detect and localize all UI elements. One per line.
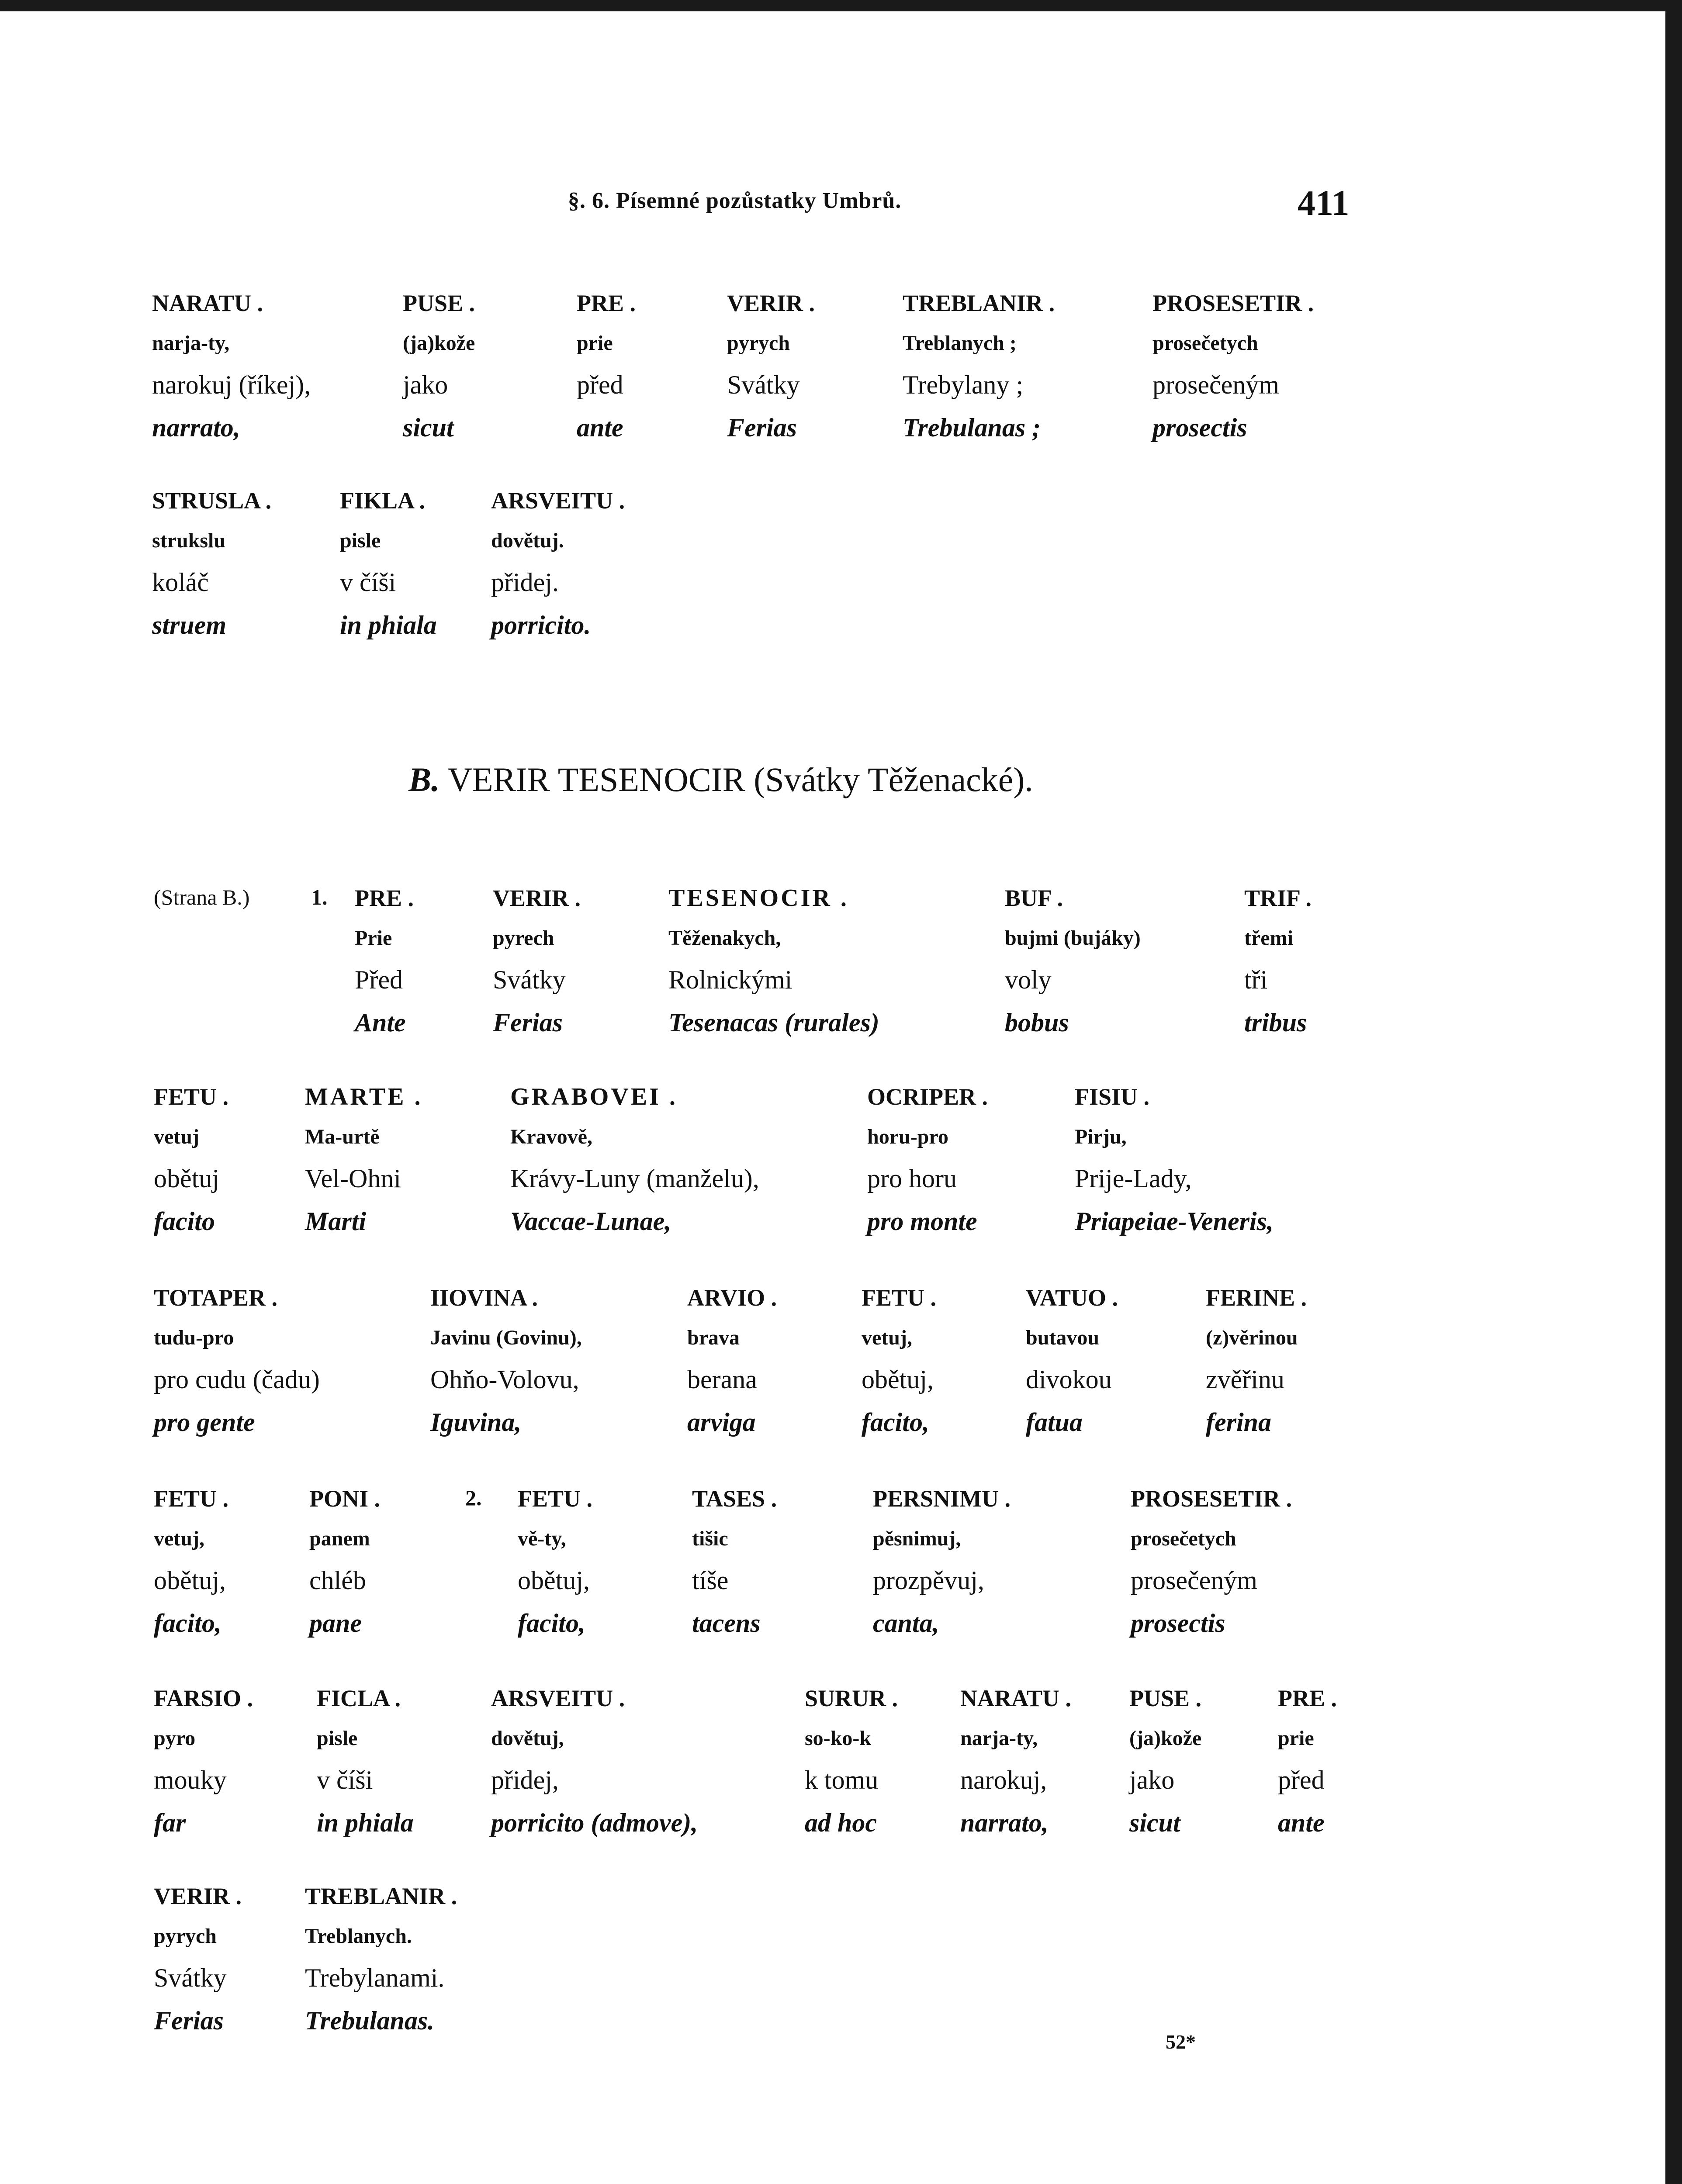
transliteration: Kravově, [510, 1125, 592, 1148]
czech-translation: voly [1005, 965, 1052, 994]
czech-translation: v číši [317, 1766, 373, 1794]
gloss-column [518, 1479, 592, 1645]
latin-translation: Marti [305, 1207, 367, 1236]
section-b-heading [408, 760, 1033, 799]
umbrian-word: TOTAPER . [154, 1285, 278, 1311]
latin-translation: prosectis [1152, 413, 1247, 442]
czech-translation: prosečeným [1131, 1566, 1257, 1595]
transliteration: vetuj [154, 1125, 199, 1148]
czech-translation: mouky [154, 1766, 227, 1794]
gloss-column [668, 878, 879, 1044]
latin-translation: facito, [154, 1609, 221, 1638]
czech-translation: jako [403, 370, 448, 399]
czech-translation: Rolnickými [668, 965, 793, 994]
czech-translation: obětuj [154, 1164, 219, 1193]
latin-translation: pane [309, 1609, 362, 1638]
latin-translation: Ferias [154, 2006, 224, 2035]
czech-translation: Krávy-Luny (manželu), [510, 1164, 759, 1193]
gloss-column [305, 1876, 457, 2042]
czech-translation: Trebylanami. [305, 1963, 445, 1992]
czech-translation: k tomu [805, 1766, 879, 1794]
umbrian-word: PROSESETIR . [1152, 290, 1314, 316]
czech-translation: tři [1244, 965, 1268, 994]
umbrian-word: TESENOCIR . [668, 885, 849, 912]
umbrian-word: ARSVEITU . [491, 1685, 625, 1711]
latin-translation: Iguvina, [430, 1408, 522, 1437]
umbrian-word: ARVIO . [687, 1285, 777, 1311]
gloss-column [152, 283, 311, 449]
gloss-column [154, 1876, 242, 2042]
gloss-column [491, 480, 625, 646]
umbrian-word: PERSNIMU . [873, 1486, 1011, 1512]
transliteration: vě-ty, [518, 1527, 566, 1550]
latin-translation: Priapeiae-Veneris, [1075, 1207, 1274, 1236]
latin-translation: in phiala [317, 1808, 414, 1837]
czech-translation: narokuj (říkej), [152, 370, 311, 399]
latin-translation: ferina [1206, 1408, 1271, 1437]
czech-translation: pro cudu (čadu) [154, 1365, 320, 1394]
czech-translation: prosečeným [1152, 370, 1279, 399]
gloss-column [577, 283, 636, 449]
umbrian-word: STRUSLA . [152, 487, 272, 514]
line-number: 1. [311, 885, 328, 909]
umbrian-word: TRIF . [1244, 885, 1312, 911]
gloss-column [1278, 1678, 1337, 1844]
transliteration: pyrech [493, 926, 554, 950]
transliteration: vetuj, [862, 1326, 912, 1349]
transliteration: strukslu [152, 529, 226, 552]
gloss-column [491, 1678, 698, 1844]
latin-translation: Ferias [493, 1008, 563, 1037]
umbrian-word: FIKLA . [340, 487, 426, 514]
scan-edge-right [1665, 0, 1682, 2184]
transliteration: Ma-urtě [305, 1125, 380, 1148]
umbrian-word: OCRIPER . [867, 1084, 988, 1110]
czech-translation: před [1278, 1766, 1325, 1794]
latin-translation: facito, [518, 1609, 585, 1638]
gloss-column [1005, 878, 1141, 1044]
latin-translation: narrato, [960, 1808, 1049, 1837]
running-title: §. 6. Písemné pozůstatky Umbrů. [568, 188, 902, 213]
czech-translation: Trebylany ; [903, 370, 1024, 399]
section-letter: B. [408, 760, 440, 798]
latin-translation: prosectis [1131, 1609, 1225, 1638]
gloss-column [805, 1678, 898, 1844]
umbrian-word: FICLA . [317, 1685, 401, 1711]
latin-translation: porricito. [491, 611, 591, 639]
czech-translation: jako [1129, 1766, 1175, 1794]
gloss-column [1026, 1278, 1118, 1444]
latin-translation: fatua [1026, 1408, 1083, 1437]
section-title: VERIR TESENOCIR (Svátky Těženacké). [447, 760, 1033, 798]
latin-translation: ad hoc [805, 1808, 877, 1837]
gloss-column [309, 1479, 380, 1645]
gloss-column [154, 1678, 253, 1844]
czech-translation: tíše [692, 1566, 729, 1595]
gloss-column [1131, 1479, 1292, 1645]
latin-translation: canta, [873, 1609, 939, 1638]
transliteration: so-ko-k [805, 1727, 872, 1750]
umbrian-word: PUSE . [403, 290, 475, 316]
gloss-column [727, 283, 815, 449]
czech-translation: Svátky [493, 965, 566, 994]
gloss-column [154, 1479, 228, 1645]
transliteration: prie [1278, 1727, 1314, 1750]
transliteration: pyrych [727, 332, 790, 355]
umbrian-word: MARTE . [305, 1083, 423, 1110]
czech-translation: obětuj, [154, 1566, 226, 1595]
transliteration: pyro [154, 1727, 196, 1750]
transliteration: prosečetych [1131, 1527, 1236, 1550]
gloss-column [152, 480, 271, 646]
latin-translation: tribus [1244, 1008, 1307, 1037]
latin-translation: sicut [1129, 1808, 1180, 1837]
umbrian-word: ARSVEITU . [491, 487, 625, 514]
umbrian-word: GRABOVEI . [510, 1083, 678, 1110]
transliteration: prie [577, 332, 613, 355]
umbrian-word: FETU . [154, 1486, 229, 1512]
gloss-column [340, 480, 437, 646]
umbrian-word: TREBLANIR . [305, 1883, 457, 1909]
czech-translation: přidej, [491, 1766, 559, 1794]
latin-translation: far [154, 1808, 186, 1837]
umbrian-word: PUSE . [1129, 1685, 1202, 1711]
umbrian-word: PONI . [309, 1486, 380, 1512]
czech-translation: Svátky [727, 370, 800, 399]
czech-translation: berana [687, 1365, 757, 1394]
czech-translation: prozpěvuj, [873, 1566, 984, 1595]
umbrian-word: NARATU . [960, 1685, 1071, 1711]
umbrian-word: PROSESETIR . [1131, 1486, 1292, 1512]
umbrian-word: FETU . [862, 1285, 937, 1311]
umbrian-word: TASES . [692, 1486, 777, 1512]
latin-translation: arviga [687, 1408, 756, 1437]
transliteration: tišic [692, 1527, 728, 1550]
latin-translation: Tesenacas (rurales) [668, 1008, 879, 1037]
transliteration: bujmi (bujáky) [1005, 926, 1141, 950]
czech-translation: Prije-Lady, [1075, 1164, 1192, 1193]
umbrian-word: VERIR . [154, 1883, 242, 1909]
transliteration: pyrych [154, 1925, 217, 1948]
umbrian-word: VERIR . [493, 885, 581, 911]
latin-translation: sicut [403, 413, 454, 442]
czech-translation: Vel-Ohni [305, 1164, 401, 1193]
transliteration: tudu-pro [154, 1326, 234, 1349]
gloss-column [154, 1077, 228, 1243]
czech-translation: chléb [309, 1566, 366, 1595]
czech-translation: před [577, 370, 623, 399]
umbrian-word: TREBLANIR . [903, 290, 1055, 316]
latin-translation: tacens [692, 1609, 761, 1638]
transliteration: Javinu (Govinu), [430, 1326, 582, 1349]
latin-translation: ante [1278, 1808, 1325, 1837]
latin-translation: porricito (admove), [491, 1808, 698, 1837]
czech-translation: koláč [152, 568, 209, 597]
latin-translation: Ferias [727, 413, 797, 442]
gloss-column [1152, 283, 1314, 449]
gloss-column [430, 1278, 582, 1444]
czech-translation: narokuj, [960, 1766, 1047, 1794]
gloss-column [154, 1278, 320, 1444]
czech-translation: Svátky [154, 1963, 227, 1992]
czech-translation: Před [355, 965, 403, 994]
gloss-column [510, 1077, 759, 1243]
printer-signature: 52* [1166, 2031, 1196, 2053]
transliteration: narja-ty, [960, 1727, 1038, 1750]
transliteration: třemi [1244, 926, 1293, 950]
umbrian-word: VERIR . [727, 290, 815, 316]
latin-translation: narrato, [152, 413, 240, 442]
latin-translation: ante [577, 413, 623, 442]
umbrian-word: PRE . [355, 885, 414, 911]
latin-translation: in phiala [340, 611, 437, 639]
umbrian-word: PRE . [1278, 1685, 1337, 1711]
transliteration: pěsnimuj, [873, 1527, 961, 1550]
umbrian-word: FERINE . [1206, 1285, 1307, 1311]
transliteration: (ja)kože [1129, 1727, 1202, 1750]
gloss-column [1129, 1678, 1201, 1844]
page-number: 411 [1298, 183, 1350, 223]
transliteration: vetuj, [154, 1527, 204, 1550]
latin-translation: facito [154, 1207, 215, 1236]
gloss-column [1244, 878, 1312, 1044]
gloss-column [403, 283, 475, 449]
transliteration: brava [687, 1326, 740, 1349]
umbrian-word: BUF . [1005, 885, 1063, 911]
czech-translation: obětuj, [862, 1365, 934, 1394]
latin-translation: Trebulanas ; [903, 413, 1041, 442]
transliteration: pisle [317, 1727, 358, 1750]
umbrian-word: PRE . [577, 290, 636, 316]
transliteration: Prie [355, 926, 392, 950]
czech-translation: zvěřinu [1206, 1365, 1284, 1394]
transliteration: (ja)kože [403, 332, 475, 355]
latin-translation: struem [152, 611, 227, 639]
transliteration: dovětuj. [491, 529, 564, 552]
gloss-column [1206, 1278, 1307, 1444]
umbrian-word: FARSIO . [154, 1685, 253, 1711]
gloss-column [1075, 1077, 1274, 1243]
umbrian-word: FETU . [518, 1486, 593, 1512]
czech-translation: v číši [340, 568, 396, 597]
umbrian-word: NARATU . [152, 290, 263, 316]
umbrian-word: IIOVINA . [430, 1285, 538, 1311]
transliteration: Treblanych ; [903, 332, 1017, 355]
gloss-column [862, 1278, 936, 1444]
czech-translation: divokou [1026, 1365, 1112, 1394]
umbrian-word: SURUR . [805, 1685, 898, 1711]
transliteration: Treblanych. [305, 1925, 412, 1948]
gloss-column [317, 1678, 414, 1844]
side-label: (Strana B.) [154, 885, 250, 909]
latin-translation: Ante [355, 1008, 406, 1037]
line-number: 2. [465, 1486, 482, 1510]
transliteration: narja-ty, [152, 332, 230, 355]
latin-translation: facito, [862, 1408, 929, 1437]
czech-translation: obětuj, [518, 1566, 590, 1595]
transliteration: horu-pro [867, 1125, 948, 1148]
gloss-column [687, 1278, 777, 1444]
gloss-column [960, 1678, 1071, 1844]
czech-translation: přidej. [491, 568, 559, 597]
gloss-column [692, 1479, 777, 1645]
czech-translation: pro horu [867, 1164, 957, 1193]
umbrian-word: FISIU . [1075, 1084, 1150, 1110]
transliteration: dovětuj, [491, 1727, 564, 1750]
latin-translation: Trebulanas. [305, 2006, 435, 2035]
gloss-column [355, 878, 414, 1044]
transliteration: prosečetych [1152, 332, 1258, 355]
latin-translation: Vaccae-Lunae, [510, 1207, 671, 1236]
transliteration: pisle [340, 529, 381, 552]
gloss-column [493, 878, 581, 1044]
transliteration: (z)věrinou [1206, 1326, 1298, 1349]
latin-translation: pro monte [867, 1207, 977, 1236]
czech-translation: Ohňo-Volovu, [430, 1365, 579, 1394]
gloss-column [867, 1077, 988, 1243]
latin-translation: pro gente [154, 1408, 255, 1437]
transliteration: Pirju, [1075, 1125, 1127, 1148]
latin-translation: bobus [1005, 1008, 1069, 1037]
transliteration: Těženakych, [668, 926, 781, 950]
transliteration: butavou [1026, 1326, 1100, 1349]
gloss-column [305, 1077, 422, 1243]
gloss-column [903, 283, 1055, 449]
gloss-column [873, 1479, 1011, 1645]
umbrian-word: VATUO . [1026, 1285, 1118, 1311]
transliteration: panem [309, 1527, 370, 1550]
umbrian-word: FETU . [154, 1084, 229, 1110]
